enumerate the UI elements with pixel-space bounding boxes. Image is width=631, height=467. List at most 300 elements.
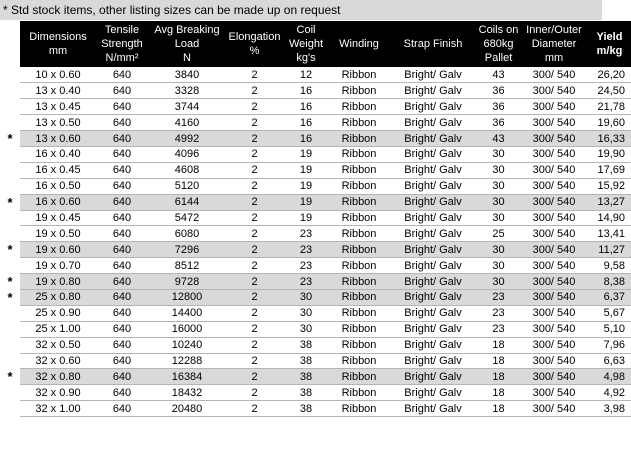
tensile-cell: 640 bbox=[96, 274, 148, 290]
coil-weight-cell: 19 bbox=[283, 146, 329, 162]
load-cell: 8512 bbox=[148, 258, 226, 274]
star-cell: * bbox=[0, 289, 20, 305]
winding-cell: Ribbon bbox=[329, 162, 389, 178]
winding-cell: Ribbon bbox=[329, 146, 389, 162]
elongation-cell: 2 bbox=[226, 242, 283, 258]
star-cell bbox=[0, 162, 20, 178]
header-coils bbox=[477, 21, 520, 67]
yield-cell: 21,78 bbox=[588, 99, 631, 115]
strap-finish-cell: Bright/ Galv bbox=[389, 401, 477, 417]
tensile-cell: 640 bbox=[96, 210, 148, 226]
table-row bbox=[0, 115, 631, 131]
coils-pallet-cell: 43 bbox=[477, 131, 520, 147]
diameter-cell: 300/ 540 bbox=[520, 274, 588, 290]
tensile-cell: 640 bbox=[96, 226, 148, 242]
coils-pallet-cell: 23 bbox=[477, 289, 520, 305]
winding-cell: Ribbon bbox=[329, 242, 389, 258]
diameter-cell: 300/ 540 bbox=[520, 131, 588, 147]
tensile-cell: 640 bbox=[96, 83, 148, 99]
load-cell: 20480 bbox=[148, 401, 226, 417]
diameter-cell: 300/ 540 bbox=[520, 353, 588, 369]
stock-note: * Std stock items, other listing sizes can be made up on request bbox=[0, 0, 602, 20]
dimensions-cell: 16 x 0.60 bbox=[20, 194, 96, 210]
winding-cell: Ribbon bbox=[329, 305, 389, 321]
star-cell bbox=[0, 83, 20, 99]
dimensions-cell: 19 x 0.60 bbox=[20, 242, 96, 258]
tensile-cell: 640 bbox=[96, 99, 148, 115]
coils-pallet-cell: 36 bbox=[477, 83, 520, 99]
table-header bbox=[0, 21, 631, 67]
header-elongation bbox=[226, 21, 283, 67]
winding-cell: Ribbon bbox=[329, 385, 389, 401]
winding-cell: Ribbon bbox=[329, 258, 389, 274]
table-row bbox=[0, 210, 631, 226]
strap-finish-cell: Bright/ Galv bbox=[389, 83, 477, 99]
table-row bbox=[0, 258, 631, 274]
table-row bbox=[0, 305, 631, 321]
star-cell bbox=[0, 258, 20, 274]
header-diameter-line: Diameter bbox=[531, 38, 577, 50]
strap-finish-cell: Bright/ Galv bbox=[389, 274, 477, 290]
winding-cell: Ribbon bbox=[329, 99, 389, 115]
coils-pallet-cell: 18 bbox=[477, 385, 520, 401]
diameter-cell: 300/ 540 bbox=[520, 401, 588, 417]
table-row bbox=[0, 162, 631, 178]
diameter-cell: 300/ 540 bbox=[520, 337, 588, 353]
header-diameter-line: mm bbox=[544, 52, 564, 64]
diameter-cell: 300/ 540 bbox=[520, 99, 588, 115]
winding-cell: Ribbon bbox=[329, 289, 389, 305]
yield-cell: 15,92 bbox=[588, 178, 631, 194]
elongation-cell: 2 bbox=[226, 162, 283, 178]
winding-cell: Ribbon bbox=[329, 369, 389, 385]
strapping-spec-table bbox=[0, 21, 631, 417]
dimensions-cell: 32 x 0.60 bbox=[20, 353, 96, 369]
winding-cell: Ribbon bbox=[329, 321, 389, 337]
yield-cell: 26,20 bbox=[588, 67, 631, 83]
dimensions-cell: 13 x 0.40 bbox=[20, 83, 96, 99]
coils-pallet-cell: 30 bbox=[477, 146, 520, 162]
elongation-cell: 2 bbox=[226, 178, 283, 194]
yield-cell: 19,60 bbox=[588, 115, 631, 131]
header-diameter-line: Inner/Outer bbox=[526, 24, 582, 36]
coils-pallet-cell: 30 bbox=[477, 274, 520, 290]
diameter-cell: 300/ 540 bbox=[520, 226, 588, 242]
dimensions-cell: 19 x 0.50 bbox=[20, 226, 96, 242]
elongation-cell: 2 bbox=[226, 226, 283, 242]
diameter-cell: 300/ 540 bbox=[520, 385, 588, 401]
table-row bbox=[0, 146, 631, 162]
yield-cell: 6,63 bbox=[588, 353, 631, 369]
elongation-cell: 2 bbox=[226, 67, 283, 83]
coils-pallet-cell: 18 bbox=[477, 353, 520, 369]
load-cell: 18432 bbox=[148, 385, 226, 401]
coil-weight-cell: 23 bbox=[283, 274, 329, 290]
yield-cell: 13,41 bbox=[588, 226, 631, 242]
strap-finish-cell: Bright/ Galv bbox=[389, 353, 477, 369]
header-coil_weight bbox=[283, 21, 329, 67]
coil-weight-cell: 38 bbox=[283, 369, 329, 385]
table-row bbox=[0, 274, 631, 290]
header-dimensions bbox=[20, 21, 96, 67]
star-cell: * bbox=[0, 369, 20, 385]
strap-finish-cell: Bright/ Galv bbox=[389, 321, 477, 337]
tensile-cell: 640 bbox=[96, 353, 148, 369]
strap-finish-cell: Bright/ Galv bbox=[389, 131, 477, 147]
yield-cell: 9,58 bbox=[588, 258, 631, 274]
tensile-cell: 640 bbox=[96, 305, 148, 321]
tensile-cell: 640 bbox=[96, 194, 148, 210]
coil-weight-cell: 19 bbox=[283, 162, 329, 178]
winding-cell: Ribbon bbox=[329, 115, 389, 131]
elongation-cell: 2 bbox=[226, 369, 283, 385]
coils-pallet-cell: 23 bbox=[477, 321, 520, 337]
tensile-cell: 640 bbox=[96, 178, 148, 194]
table-row bbox=[0, 242, 631, 258]
tensile-cell: 640 bbox=[96, 162, 148, 178]
header-elongation-line: % bbox=[249, 45, 260, 57]
table-row bbox=[0, 194, 631, 210]
coils-pallet-cell: 30 bbox=[477, 162, 520, 178]
winding-cell: Ribbon bbox=[329, 226, 389, 242]
elongation-cell: 2 bbox=[226, 83, 283, 99]
coil-weight-cell: 38 bbox=[283, 385, 329, 401]
elongation-cell: 2 bbox=[226, 131, 283, 147]
yield-cell: 8,38 bbox=[588, 274, 631, 290]
coil-weight-cell: 16 bbox=[283, 99, 329, 115]
header-load-line: Avg Breaking bbox=[154, 24, 220, 36]
coil-weight-cell: 30 bbox=[283, 289, 329, 305]
star-cell bbox=[0, 115, 20, 131]
coil-weight-cell: 30 bbox=[283, 305, 329, 321]
diameter-cell: 300/ 540 bbox=[520, 194, 588, 210]
star-cell bbox=[0, 305, 20, 321]
table-row bbox=[0, 289, 631, 305]
yield-cell: 7,96 bbox=[588, 337, 631, 353]
load-cell: 4608 bbox=[148, 162, 226, 178]
strap-finish-cell: Bright/ Galv bbox=[389, 194, 477, 210]
tensile-cell: 640 bbox=[96, 385, 148, 401]
header-coils-line: 680kg bbox=[483, 38, 514, 50]
header-load-line: N bbox=[183, 52, 191, 64]
load-cell: 5472 bbox=[148, 210, 226, 226]
yield-cell: 17,69 bbox=[588, 162, 631, 178]
load-cell: 5120 bbox=[148, 178, 226, 194]
header-coil_weight-line: Weight bbox=[288, 38, 324, 50]
strap-finish-cell: Bright/ Galv bbox=[389, 305, 477, 321]
strap-finish-cell: Bright/ Galv bbox=[389, 385, 477, 401]
star-cell bbox=[0, 67, 20, 83]
dimensions-cell: 32 x 1.00 bbox=[20, 401, 96, 417]
elongation-cell: 2 bbox=[226, 337, 283, 353]
load-cell: 6080 bbox=[148, 226, 226, 242]
star-cell bbox=[0, 337, 20, 353]
header-diameter bbox=[520, 21, 588, 67]
tensile-cell: 640 bbox=[96, 337, 148, 353]
diameter-cell: 300/ 540 bbox=[520, 258, 588, 274]
load-cell: 16000 bbox=[148, 321, 226, 337]
table-row bbox=[0, 178, 631, 194]
dimensions-cell: 32 x 0.80 bbox=[20, 369, 96, 385]
diameter-cell: 300/ 540 bbox=[520, 289, 588, 305]
load-cell: 3840 bbox=[148, 67, 226, 83]
star-cell: * bbox=[0, 194, 20, 210]
tensile-cell: 640 bbox=[96, 321, 148, 337]
coil-weight-cell: 16 bbox=[283, 83, 329, 99]
dimensions-cell: 13 x 0.45 bbox=[20, 99, 96, 115]
elongation-cell: 2 bbox=[226, 305, 283, 321]
dimensions-cell: 25 x 0.80 bbox=[20, 289, 96, 305]
diameter-cell: 300/ 540 bbox=[520, 210, 588, 226]
coil-weight-cell: 30 bbox=[283, 321, 329, 337]
coil-weight-cell: 16 bbox=[283, 131, 329, 147]
diameter-cell: 300/ 540 bbox=[520, 146, 588, 162]
strap-finish-cell: Bright/ Galv bbox=[389, 178, 477, 194]
diameter-cell: 300/ 540 bbox=[520, 305, 588, 321]
coil-weight-cell: 16 bbox=[283, 115, 329, 131]
coils-pallet-cell: 36 bbox=[477, 115, 520, 131]
header-coils-line: Pallet bbox=[484, 52, 513, 64]
dimensions-cell: 10 x 0.60 bbox=[20, 67, 96, 83]
diameter-cell: 300/ 540 bbox=[520, 115, 588, 131]
diameter-cell: 300/ 540 bbox=[520, 162, 588, 178]
dimensions-cell: 19 x 0.70 bbox=[20, 258, 96, 274]
dimensions-cell: 13 x 0.50 bbox=[20, 115, 96, 131]
coil-weight-cell: 23 bbox=[283, 226, 329, 242]
coils-pallet-cell: 18 bbox=[477, 401, 520, 417]
header-yield-line: Yield bbox=[596, 31, 623, 43]
table-row bbox=[0, 337, 631, 353]
dimensions-cell: 19 x 0.80 bbox=[20, 274, 96, 290]
header-load-line: Load bbox=[174, 38, 200, 50]
coils-pallet-cell: 30 bbox=[477, 258, 520, 274]
header-yield-line: m/kg bbox=[596, 45, 623, 57]
elongation-cell: 2 bbox=[226, 210, 283, 226]
load-cell: 10240 bbox=[148, 337, 226, 353]
winding-cell: Ribbon bbox=[329, 194, 389, 210]
winding-cell: Ribbon bbox=[329, 210, 389, 226]
load-cell: 12288 bbox=[148, 353, 226, 369]
diameter-cell: 300/ 540 bbox=[520, 67, 588, 83]
tensile-cell: 640 bbox=[96, 67, 148, 83]
load-cell: 3744 bbox=[148, 99, 226, 115]
header-coil_weight-line: kg's bbox=[296, 52, 316, 64]
dimensions-cell: 16 x 0.40 bbox=[20, 146, 96, 162]
strap-finish-cell: Bright/ Galv bbox=[389, 162, 477, 178]
yield-cell: 19,90 bbox=[588, 146, 631, 162]
diameter-cell: 300/ 540 bbox=[520, 83, 588, 99]
coil-weight-cell: 19 bbox=[283, 194, 329, 210]
coil-weight-cell: 38 bbox=[283, 401, 329, 417]
elongation-cell: 2 bbox=[226, 194, 283, 210]
star-cell bbox=[0, 146, 20, 162]
elongation-cell: 2 bbox=[226, 274, 283, 290]
header-strap bbox=[389, 21, 477, 67]
yield-cell: 5,67 bbox=[588, 305, 631, 321]
header-dimensions-line: mm bbox=[48, 45, 68, 57]
dimensions-cell: 25 x 1.00 bbox=[20, 321, 96, 337]
strap-finish-cell: Bright/ Galv bbox=[389, 146, 477, 162]
load-cell: 6144 bbox=[148, 194, 226, 210]
coils-pallet-cell: 30 bbox=[477, 178, 520, 194]
table-row bbox=[0, 99, 631, 115]
winding-cell: Ribbon bbox=[329, 353, 389, 369]
header-tensile bbox=[96, 21, 148, 67]
table-row bbox=[0, 131, 631, 147]
winding-cell: Ribbon bbox=[329, 337, 389, 353]
header-row bbox=[0, 21, 631, 67]
winding-cell: Ribbon bbox=[329, 83, 389, 99]
header-coil_weight-line: Coil bbox=[296, 24, 316, 36]
winding-cell: Ribbon bbox=[329, 67, 389, 83]
star-cell bbox=[0, 226, 20, 242]
load-cell: 7296 bbox=[148, 242, 226, 258]
star-cell bbox=[0, 321, 20, 337]
table-row bbox=[0, 401, 631, 417]
strap-finish-cell: Bright/ Galv bbox=[389, 115, 477, 131]
star-cell bbox=[0, 210, 20, 226]
load-cell: 3328 bbox=[148, 83, 226, 99]
load-cell: 9728 bbox=[148, 274, 226, 290]
table-body bbox=[0, 67, 631, 417]
header-yield bbox=[588, 21, 631, 67]
strap-finish-cell: Bright/ Galv bbox=[389, 67, 477, 83]
table-row bbox=[0, 385, 631, 401]
dimensions-cell: 32 x 0.50 bbox=[20, 337, 96, 353]
star-cell: * bbox=[0, 274, 20, 290]
strap-finish-cell: Bright/ Galv bbox=[389, 369, 477, 385]
load-cell: 12800 bbox=[148, 289, 226, 305]
coils-pallet-cell: 30 bbox=[477, 194, 520, 210]
elongation-cell: 2 bbox=[226, 401, 283, 417]
elongation-cell: 2 bbox=[226, 289, 283, 305]
yield-cell: 3,98 bbox=[588, 401, 631, 417]
diameter-cell: 300/ 540 bbox=[520, 178, 588, 194]
coils-pallet-cell: 30 bbox=[477, 242, 520, 258]
table-row bbox=[0, 353, 631, 369]
coils-pallet-cell: 36 bbox=[477, 99, 520, 115]
table-row bbox=[0, 226, 631, 242]
elongation-cell: 2 bbox=[226, 353, 283, 369]
diameter-cell: 300/ 540 bbox=[520, 369, 588, 385]
elongation-cell: 2 bbox=[226, 115, 283, 131]
coil-weight-cell: 23 bbox=[283, 258, 329, 274]
elongation-cell: 2 bbox=[226, 99, 283, 115]
header-tensile-line: N/mm² bbox=[105, 52, 139, 64]
dimensions-cell: 19 x 0.45 bbox=[20, 210, 96, 226]
yield-cell: 4,92 bbox=[588, 385, 631, 401]
winding-cell: Ribbon bbox=[329, 274, 389, 290]
elongation-cell: 2 bbox=[226, 385, 283, 401]
tensile-cell: 640 bbox=[96, 289, 148, 305]
yield-cell: 6,37 bbox=[588, 289, 631, 305]
strap-finish-cell: Bright/ Galv bbox=[389, 99, 477, 115]
coils-pallet-cell: 43 bbox=[477, 67, 520, 83]
table-row bbox=[0, 321, 631, 337]
elongation-cell: 2 bbox=[226, 146, 283, 162]
tensile-cell: 640 bbox=[96, 115, 148, 131]
load-cell: 4096 bbox=[148, 146, 226, 162]
strap-finish-cell: Bright/ Galv bbox=[389, 289, 477, 305]
tensile-cell: 640 bbox=[96, 146, 148, 162]
header-tensile-line: Strength bbox=[101, 38, 143, 50]
dimensions-cell: 25 x 0.90 bbox=[20, 305, 96, 321]
coil-weight-cell: 12 bbox=[283, 67, 329, 83]
yield-cell: 24,50 bbox=[588, 83, 631, 99]
yield-cell: 11,27 bbox=[588, 242, 631, 258]
yield-cell: 4,98 bbox=[588, 369, 631, 385]
star-cell bbox=[0, 401, 20, 417]
coils-pallet-cell: 25 bbox=[477, 226, 520, 242]
tensile-cell: 640 bbox=[96, 131, 148, 147]
elongation-cell: 2 bbox=[226, 258, 283, 274]
table-row bbox=[0, 83, 631, 99]
header-strap-line: Strap Finish bbox=[403, 38, 463, 50]
diameter-cell: 300/ 540 bbox=[520, 242, 588, 258]
diameter-cell: 300/ 540 bbox=[520, 321, 588, 337]
winding-cell: Ribbon bbox=[329, 131, 389, 147]
strap-finish-cell: Bright/ Galv bbox=[389, 226, 477, 242]
star-cell bbox=[0, 385, 20, 401]
table-row bbox=[0, 67, 631, 83]
header-coils-line: Coils on bbox=[478, 24, 519, 36]
dimensions-cell: 13 x 0.60 bbox=[20, 131, 96, 147]
header-dimensions-line: Dimensions bbox=[29, 31, 87, 43]
tensile-cell: 640 bbox=[96, 401, 148, 417]
load-cell: 4160 bbox=[148, 115, 226, 131]
star-cell: * bbox=[0, 131, 20, 147]
dimensions-cell: 16 x 0.50 bbox=[20, 178, 96, 194]
header-load bbox=[148, 21, 226, 67]
coils-pallet-cell: 30 bbox=[477, 210, 520, 226]
strap-finish-cell: Bright/ Galv bbox=[389, 258, 477, 274]
strap-finish-cell: Bright/ Galv bbox=[389, 337, 477, 353]
header-winding bbox=[329, 21, 389, 67]
yield-cell: 14,90 bbox=[588, 210, 631, 226]
star-cell bbox=[0, 353, 20, 369]
winding-cell: Ribbon bbox=[329, 178, 389, 194]
yield-cell: 5,10 bbox=[588, 321, 631, 337]
coil-weight-cell: 23 bbox=[283, 242, 329, 258]
star-cell bbox=[0, 99, 20, 115]
header-winding-line: Winding bbox=[339, 38, 379, 50]
coils-pallet-cell: 23 bbox=[477, 305, 520, 321]
tensile-cell: 640 bbox=[96, 369, 148, 385]
tensile-cell: 640 bbox=[96, 258, 148, 274]
header-star-spacer bbox=[0, 21, 20, 67]
coils-pallet-cell: 18 bbox=[477, 337, 520, 353]
coil-weight-cell: 38 bbox=[283, 353, 329, 369]
load-cell: 14400 bbox=[148, 305, 226, 321]
dimensions-cell: 32 x 0.90 bbox=[20, 385, 96, 401]
strap-finish-cell: Bright/ Galv bbox=[389, 242, 477, 258]
header-elongation-line: Elongation bbox=[228, 31, 281, 43]
header-tensile-line: Tensile bbox=[104, 24, 140, 36]
coil-weight-cell: 38 bbox=[283, 337, 329, 353]
coils-pallet-cell: 18 bbox=[477, 369, 520, 385]
winding-cell: Ribbon bbox=[329, 401, 389, 417]
star-cell bbox=[0, 178, 20, 194]
load-cell: 4992 bbox=[148, 131, 226, 147]
star-cell: * bbox=[0, 242, 20, 258]
tensile-cell: 640 bbox=[96, 242, 148, 258]
coil-weight-cell: 19 bbox=[283, 178, 329, 194]
table-row bbox=[0, 369, 631, 385]
strap-finish-cell: Bright/ Galv bbox=[389, 210, 477, 226]
coil-weight-cell: 19 bbox=[283, 210, 329, 226]
dimensions-cell: 16 x 0.45 bbox=[20, 162, 96, 178]
load-cell: 16384 bbox=[148, 369, 226, 385]
